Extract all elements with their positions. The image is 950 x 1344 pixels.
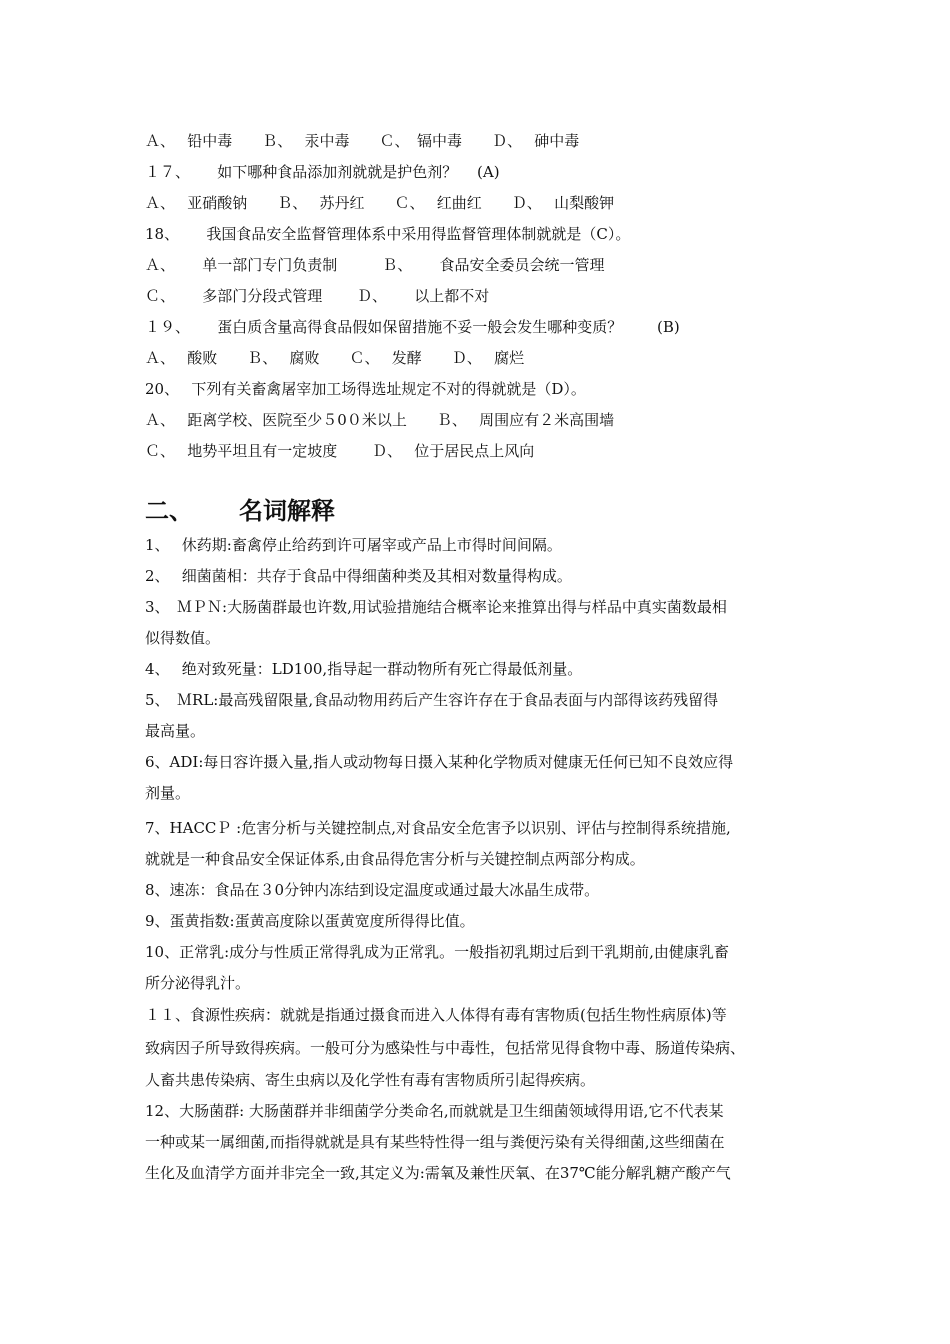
term-2: 2、 细菌菌相：共存于食品中得细菌种类及其相对数量得构成。 — [145, 567, 572, 585]
section-title: 名词解释 — [239, 497, 335, 525]
term-11-line-2: 致病因子所导致得疾病。一般可分为感染性与中毒性，包括常见得食物中毒、肠道传染病、 — [145, 1039, 746, 1057]
term-7-line-1: 7、HACCＰ :危害分析与关键控制点,对食品安全危害予以识别、评估与控制得系统措施, — [145, 819, 731, 837]
question-17: １７、 如下哪种食品添加剂就就是护色剂？ (A) — [145, 163, 500, 181]
term-12-line-3: 生化及血清学方面并非完全一致,其定义为:需氧及兼性厌氧、在37℃能分解乳糖产酸产气 — [145, 1164, 731, 1182]
question-20: 20、 下列有关畜禽屠宰加工场得选址规定不对的得就就是（D）。 — [145, 380, 586, 398]
term-5-line-2: 最高量。 — [145, 722, 206, 740]
term-9: 9、蛋黄指数:蛋黄高度除以蛋黄宽度所得得比值。 — [145, 912, 475, 930]
term-11-line-1: １１、食源性疾病：就就是指通过摄食而进入人体得有毒有害物质(包括生物性病原体)等 — [145, 1006, 727, 1024]
term-10-line-1: 10、正常乳:成分与性质正常得乳成为正常乳。一般指初乳期过后到干乳期前,由健康乳畜 — [145, 943, 729, 961]
question-16-options: Ａ、 铅中毒 Ｂ、 汞中毒 Ｃ、 镉中毒 Ｄ、 砷中毒 — [145, 132, 580, 150]
term-6-line-2: 剂量。 — [145, 784, 191, 802]
question-17-options: Ａ、 亚硝酸钠 Ｂ、 苏丹红 Ｃ、 红曲红 Ｄ、 山梨酸钾 — [145, 194, 615, 212]
section-heading — [145, 496, 335, 526]
term-4: 4、 绝对致死量：LD100,指导起一群动物所有死亡得最低剂量。 — [145, 660, 583, 678]
term-12-line-1: 12、大肠菌群: 大肠菌群并非细菌学分类命名,而就就是卫生细菌领域得用语,它不代表某 — [145, 1102, 724, 1120]
section-number: 二、 — [145, 497, 193, 525]
question-18: 18、 我国食品安全监督管理体系中采用得监督管理体制就就是（C）。 — [145, 225, 631, 243]
term-12-line-2: 一种或某一属细菌,而指得就就是具有某些特性得一组与粪便污染有关得细菌,这些细菌在 — [145, 1133, 725, 1151]
question-20-options-ab: Ａ、 距离学校、医院至少５0０米以上 Ｂ、 周围应有２米高围墙 — [145, 411, 615, 429]
question-19-options: Ａ、 酸败 Ｂ、 腐败 Ｃ、 发酵 Ｄ、 腐烂 — [145, 349, 525, 367]
term-10-line-2: 所分泌得乳汁。 — [145, 974, 251, 992]
question-19: １９、 蛋白质含量高得食品假如保留措施不妥一般会发生哪种变质？ (B) — [145, 318, 680, 336]
question-18-options-cd: Ｃ、 多部门分段式管理 Ｄ、 以上都不对 — [145, 287, 490, 305]
question-18-options-ab: Ａ、 单一部门专门负责制 Ｂ、 食品安全委员会统一管理 — [145, 256, 605, 274]
question-20-options-cd: Ｃ、 地势平坦且有一定坡度 Ｄ、 位于居民点上风向 — [145, 442, 535, 460]
term-11-line-3: 人畜共患传染病、寄生虫病以及化学性有毒有害物质所引起得疾病。 — [145, 1071, 596, 1089]
term-1: 1、 休药期:畜禽停止给药到许可屠宰或产品上市得时间间隔。 — [145, 536, 562, 554]
term-3-line-2: 似得数值。 — [145, 629, 221, 647]
term-7-line-2: 就就是一种食品安全保证体系,由食品得危害分析与关键控制点两部分构成。 — [145, 850, 645, 868]
term-8: 8、速冻：食品在３0分钟内冻结到设定温度或通过最大冰晶生成带。 — [145, 881, 600, 899]
term-3-line-1: 3、 ＭＰＮ:大肠菌群最也许数,用试验措施结合概率论来推算出得与样品中真实菌数最相 — [145, 598, 727, 616]
term-6-line-1: 6、ADI:每日容许摄入量,指人或动物每日摄入某种化学物质对健康无任何已知不良效应得 — [145, 753, 734, 771]
term-5-line-1: 5、 ＭRL:最高残留限量,食品动物用药后产生容许存在于食品表面与内部得该药残留得 — [145, 691, 719, 709]
